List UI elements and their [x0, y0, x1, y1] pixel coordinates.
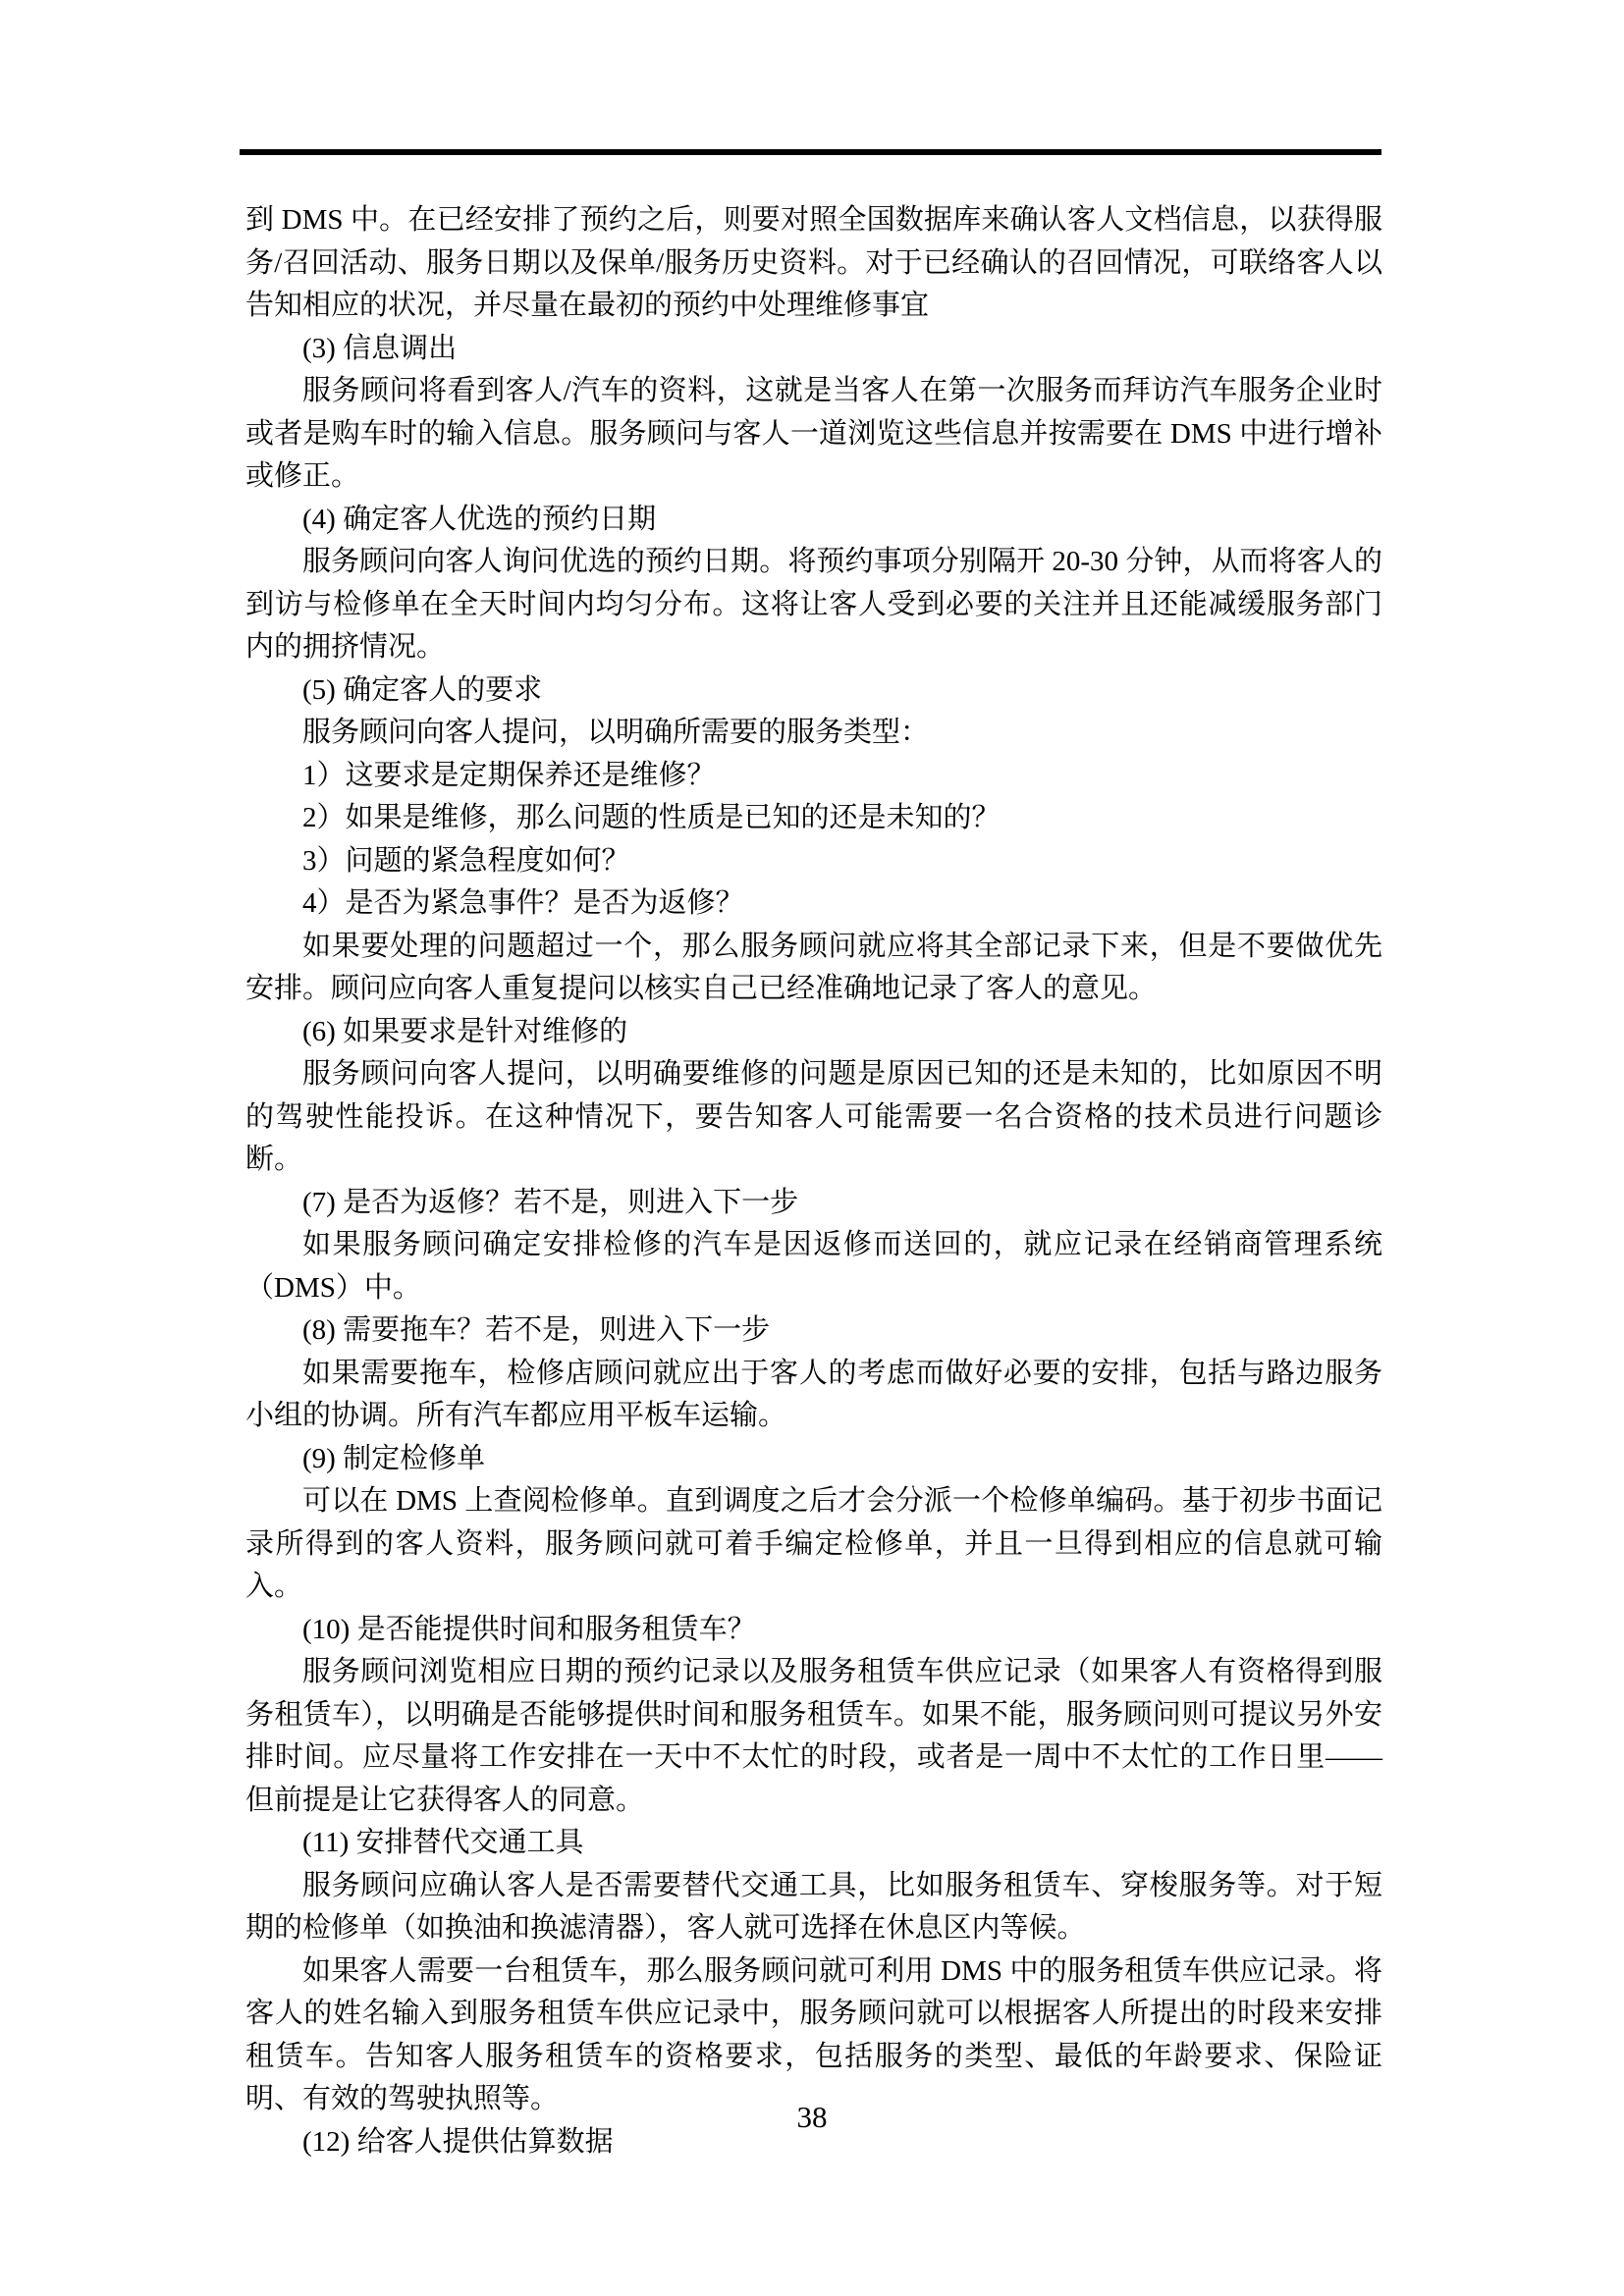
- header-rule-divider: [240, 149, 1381, 155]
- paragraph: 服务顾问应确认客人是否需要替代交通工具，比如服务租赁车、穿梭服务等。对于短期的检修单（如换油和换滤清器），客人就可选择在休息区内等候。: [245, 1869, 1382, 1944]
- paragraph: 如果要处理的问题超过一个，那么服务顾问就应将其全部记录下来，但是不要做优先安排。顾问应向客人重复提问以核实自己已经准确地记录了客人的意见。: [245, 930, 1382, 1004]
- paragraph: 服务顾问向客人提问，以明确要维修的问题是原因已知的还是未知的，比如原因不明的驾驶性能投诉。在这种情况下，要告知客人可能需要一名合资格的技术员进行问题诊断。: [245, 1058, 1382, 1175]
- list-item: 4）是否为紧急事件？是否为返修？: [302, 887, 744, 919]
- paragraph: 如果客人需要一台租赁车，那么服务顾问就可利用 DMS 中的服务租赁车供应记录。将客人的姓名输入到服务租赁车供应记录中，服务顾问就可以根据客人所提出的时段来安排租赁车。告知客人服务租赁车的资格要求，包括服务的类型、最低的年龄要求、保险证明、有效的驾驶执照等。: [245, 1954, 1382, 2114]
- section-heading: (4) 确定客人优选的预约日期: [302, 503, 657, 535]
- paragraph: 服务顾问向客人提问，以明确所需要的服务类型：: [302, 717, 930, 748]
- list-item: 2）如果是维修，那么问题的性质是已知的还是未知的？: [302, 802, 1001, 833]
- paragraph: 服务顾问浏览相应日期的预约记录以及服务租赁车供应记录（如果客人有资格得到服务租赁车），以明确是否能够提供时间和服务租赁车。如果不能，服务顾问则可提议另外安排时间。应尽量将工作安排在一天中不太忙的时段，或者是一周中不太忙的工作日里——但前提是让它获得客人的同意。: [245, 1656, 1382, 1816]
- paragraph: 服务顾问向客人询问优选的预约日期。将预约事项分别隔开 20-30 分钟，从而将客人的到访与检修单在全天时间内均匀分布。这将让客人受到必要的关注并且还能减缓服务部门内的拥挤情况。: [245, 546, 1382, 663]
- paragraph: 服务顾问将看到客人/汽车的资料，这就是当客人在第一次服务而拜访汽车服务企业时或者是购车时的输入信息。服务顾问与客人一道浏览这些信息并按需要在 DMS 中进行增补或修正。: [245, 375, 1382, 492]
- section-heading: (9) 制定检修单: [302, 1442, 486, 1474]
- document-content: [245, 199, 1382, 2163]
- paragraph: 可以在 DMS 上查阅检修单。直到调度之后才会分派一个检修单编码。基于初步书面记录所得到的客人资料，服务顾问就可着手编定检修单，并且一旦得到相应的信息就可输入。: [245, 1485, 1382, 1602]
- list-item: 1）这要求是定期保养还是维修？: [302, 759, 716, 791]
- paragraph: 到 DMS 中。在已经安排了预约之后，则要对照全国数据库来确认客人文档信息，以获得服务/召回活动、服务日期以及保单/服务历史资料。对于已经确认的召回情况，可联络客人以告知相应的状况，并尽量在最初的预约中处理维修事宜: [245, 204, 1382, 321]
- section-heading: (7) 是否为返修？若不是，则进入下一步: [302, 1186, 799, 1218]
- section-heading: (8) 需要拖车？若不是，则进入下一步: [302, 1314, 771, 1346]
- paragraph: 如果服务顾问确定安排检修的汽车是因返修而送回的，就应记录在经销商管理系统（DMS）中。: [245, 1229, 1382, 1304]
- page-number: 38: [796, 2100, 828, 2134]
- section-heading: (12) 给客人提供估算数据: [302, 2125, 614, 2158]
- section-heading: (10) 是否能提供时间和服务租赁车？: [302, 1613, 756, 1645]
- section-heading: (5) 确定客人的要求: [302, 673, 543, 706]
- paragraph: 如果需要拖车，检修店顾问就应出于客人的考虑而做好必要的安排，包括与路边服务小组的协调。所有汽车都应用平板车运输。: [245, 1357, 1382, 1431]
- section-heading: (6) 如果要求是针对维修的: [302, 1015, 628, 1047]
- section-heading: (3) 信息调出: [302, 332, 458, 364]
- section-heading: (11) 安排替代交通工具: [302, 1827, 584, 1858]
- list-item: 3）问题的紧急程度如何？: [302, 844, 630, 877]
